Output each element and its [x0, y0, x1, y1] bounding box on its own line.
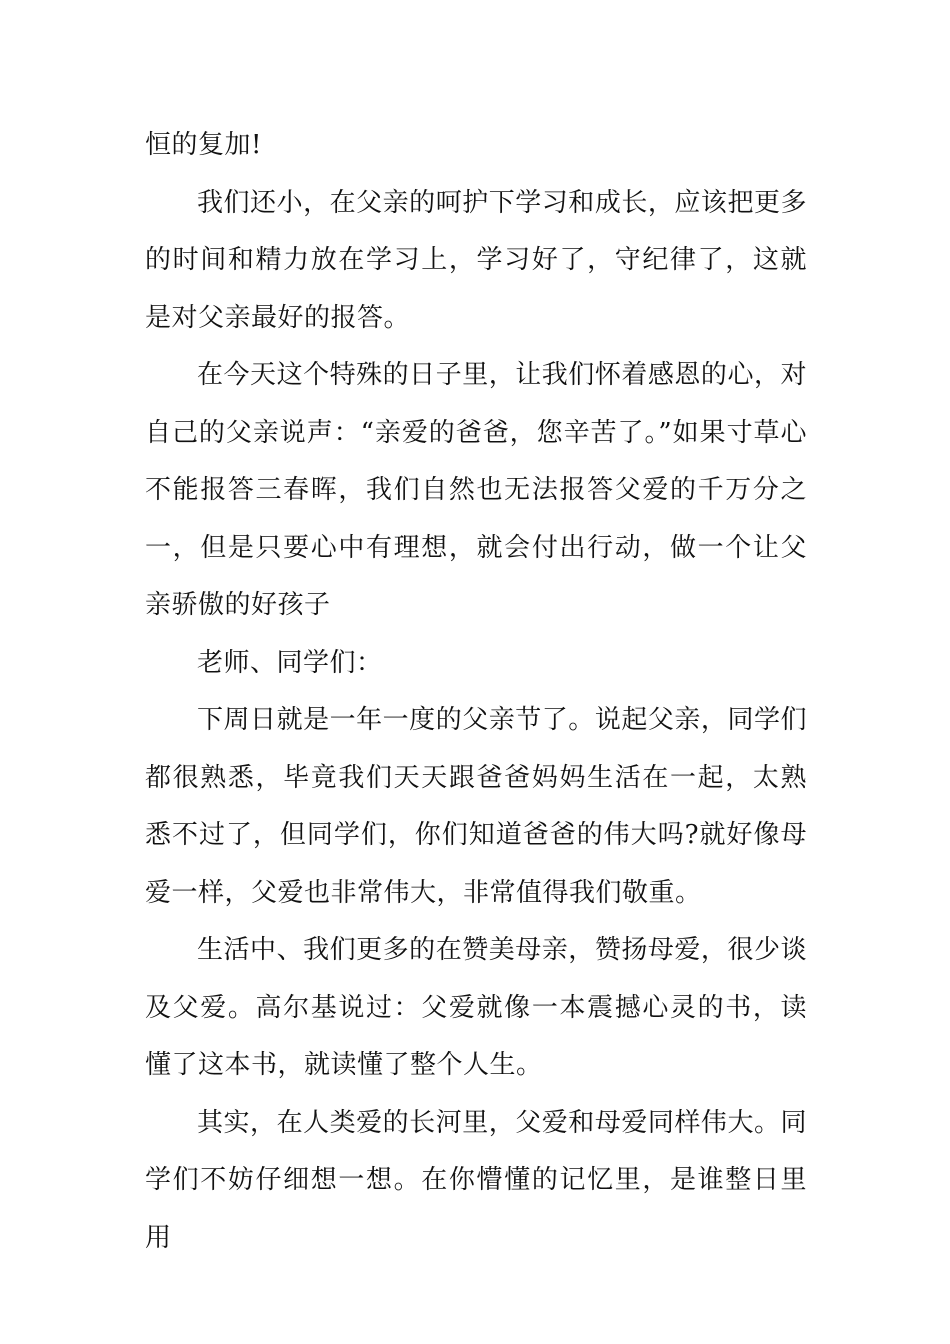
paragraph-gorky-quote: 生活中、我们更多的在赞美母亲，赞扬母爱，很少谈及父爱。高尔基说过：父爱就像一本震撼心灵的书，读懂了这本书，就读懂了整个人生。 [145, 935, 807, 1080]
paragraph-study-hard: 我们还小，在父亲的呵护下学习和成长，应该把更多的时间和精力放在学习上，学习好了，守纪律了，这就是对父亲最好的报答。 [145, 187, 807, 333]
paragraph-salutation: 老师、同学们： [197, 647, 383, 678]
paragraph-gratitude: 在今天这个特殊的日子里，让我们怀着感恩的心，对自己的父亲说声：“亲爱的爸爸，您辛苦了。”如果寸草心不能报答三春晖，我们自然也无法报答父爱的千万分之一，但是只要心中有理想，就会付出行动，做一个让父亲骄傲的好孩子 [145, 360, 807, 620]
paragraph-fathers-day: 下周日就是一年一度的父亲节了。说起父亲，同学们都很熟悉，毕竟我们天天跟爸爸妈妈生活在一起，太熟悉不过了，但同学们，你们知道爸爸的伟大吗?就好像母爱一样，父爱也非常伟大，非常值得我们敬重。 [145, 705, 807, 908]
paragraph-love-river: 其实，在人类爱的长河里，父爱和母爱同样伟大。同学们不妨仔细想一想。在你懵懂的记忆里，是谁整日里用 [145, 1107, 807, 1253]
document-body [145, 117, 807, 1267]
paragraph-continuation: 恒的复加! [145, 130, 262, 160]
